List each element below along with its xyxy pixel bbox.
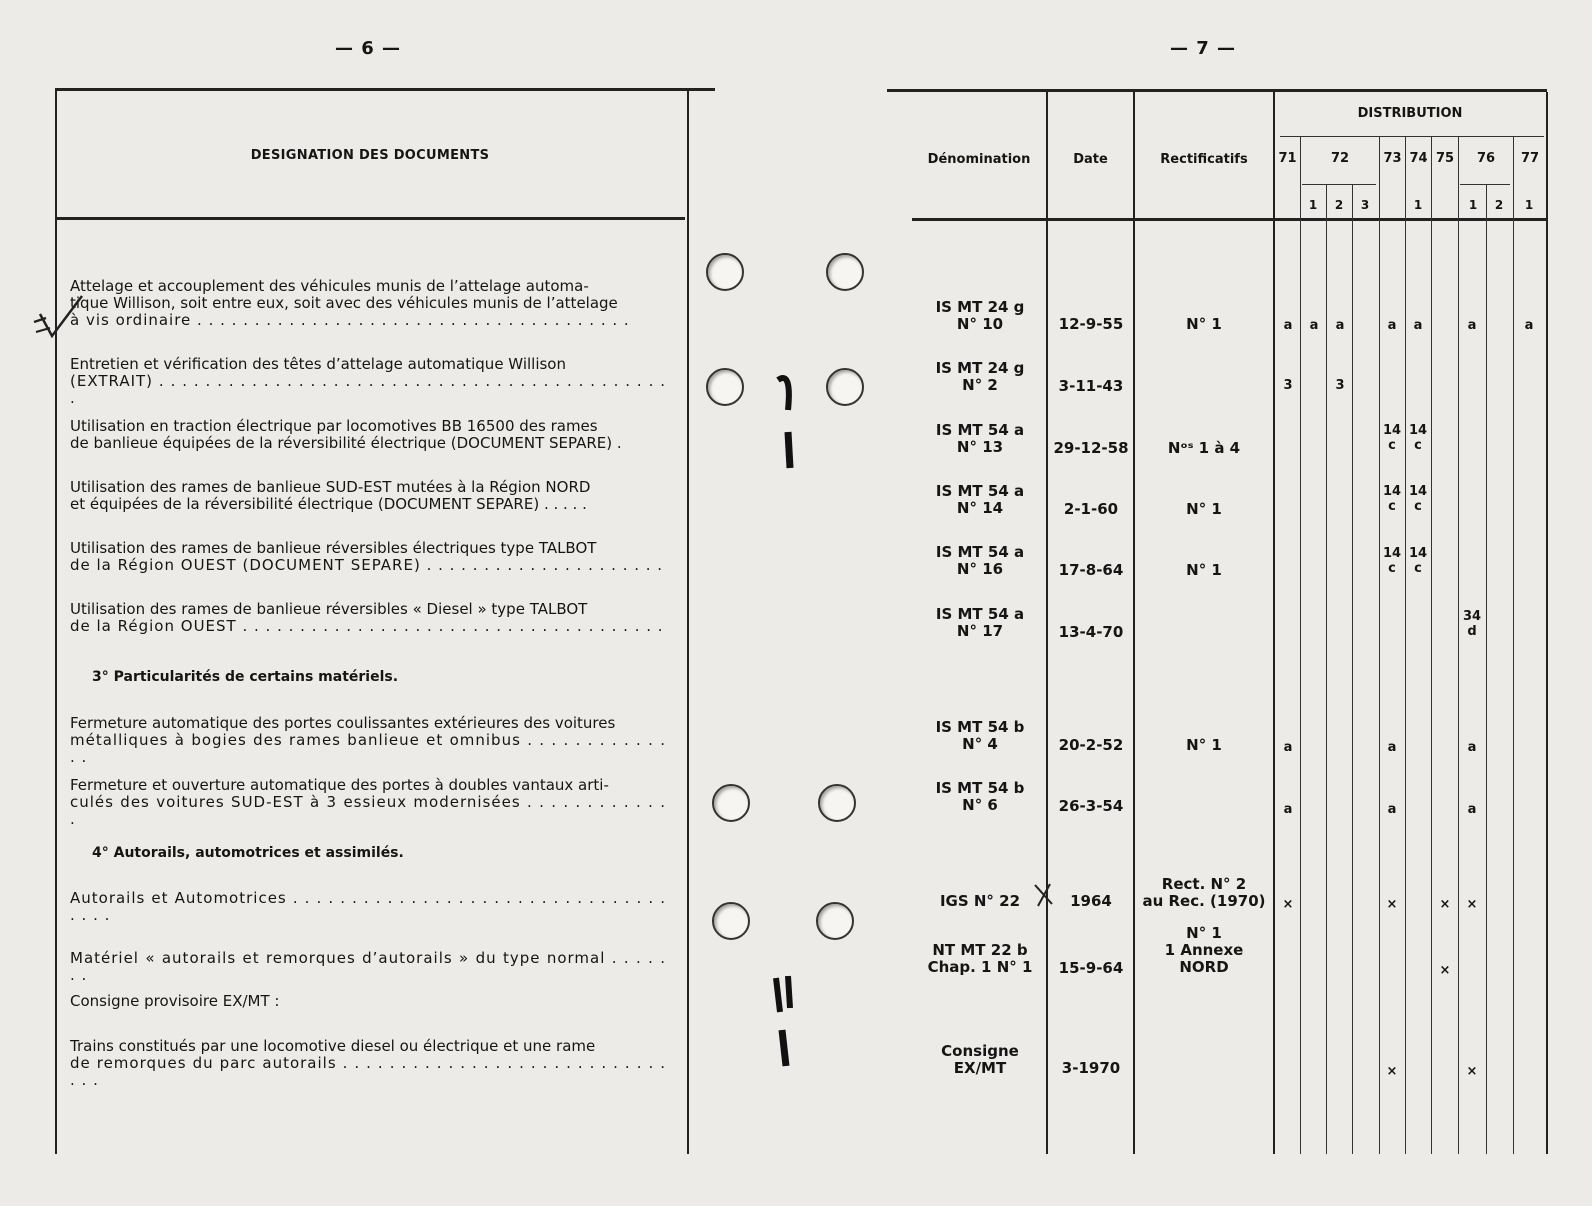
table-row: IS MT 54 a N° 13 [935,421,1025,456]
binder-hole [706,253,744,291]
header-rule [55,217,685,220]
page-number-left: — 6 — [335,38,402,59]
dist-col-75: 75 [1435,151,1455,166]
dist-mark: 3 [1283,378,1293,393]
entry-bb16500: Utilisation en traction électrique par locomotives BB 16500 des rames de banlieue équipées de la réversibilité électrique (DOCUMENT SEPARE) . [70,417,622,452]
table-row: IGS N° 22 [939,892,1021,910]
dist-rule [1302,184,1376,185]
dist-col-73: 73 [1383,151,1402,166]
date-header: Date [1073,152,1108,167]
row-date: 13-4-70 [1058,623,1124,641]
page-number-right: — 7 — [1170,38,1237,59]
dist-divider [1300,136,1301,1154]
entry-talbot-elec: Utilisation des rames de banlieue réversibles électriques type TALBOT de la Région OUEST (DOCUMENT SEPARE) . . . . . . . . . . . . . . . . . . . . . [70,539,664,574]
rectificatifs-header: Rectificatifs [1160,152,1248,167]
dist-rule [1280,136,1544,137]
section-3-heading: 3° Particularités de certains matériels. [92,669,399,685]
dist-mark: a [1524,318,1534,333]
dist-divider [1513,136,1514,1154]
dist-sub-74-1: 1 [1413,198,1423,212]
table-row: Consigne EX/MT [941,1042,1019,1077]
table-row: IS MT 54 a N° 17 [935,605,1025,640]
binder-hole [826,253,864,291]
dist-col-76: 76 [1476,151,1496,166]
dist-mark: a [1335,318,1345,333]
table-row: IS MT 24 g N° 2 [935,359,1025,394]
dist-mark: × [1466,1064,1478,1079]
entry-talbot-diesel: Utilisation des rames de banlieue réversibles « Diesel » type TALBOT de la Région OUEST . . . . . . . . . . . . . . . . . . . . . . . . . . . . . . . . . . . . . [70,600,664,635]
row-date: 1964 [1070,892,1112,910]
dist-mark: × [1439,897,1451,912]
entry-trains: Trains constitués par une locomotive diesel ou électrique et une rame de remorques du parc autorails . . . . . . . . . . . . . . . . . . . . . . . . . . . . . . . [70,1037,666,1089]
dist-mark: × [1282,897,1294,912]
dist-divider [1379,136,1380,1154]
row-date: 3-1970 [1061,1059,1121,1077]
binder-hole [706,368,744,406]
dist-sub-77-1: 1 [1524,198,1534,212]
table-row: IS MT 54 a N° 16 [935,543,1025,578]
row-rect: N° 1 [1186,315,1222,333]
dist-col-77: 77 [1520,151,1540,166]
row-rect: N° 1 [1186,561,1222,579]
dist-sub-72-1: 1 [1308,198,1318,212]
dist-divider [1326,184,1327,1154]
table-row: NT MT 22 b Chap. 1 N° 1 [927,941,1033,976]
row-date: 12-9-55 [1058,315,1124,333]
entry-materiel: Matériel « autorails et remorques d’autorails » du type normal . . . . . . . [70,949,666,984]
dist-divider [1431,136,1432,1154]
dist-divider [1352,184,1353,1154]
dist-col-72: 72 [1330,151,1350,166]
row-rect: N° 1 1 Annexe NORD [1164,924,1244,976]
row-date: 2-1-60 [1063,500,1119,518]
binder-hole [712,902,750,940]
dist-sub-72-2: 2 [1334,198,1344,212]
dist-col-74: 74 [1409,151,1428,166]
handwritten-cross-mark [1032,882,1056,908]
dist-mark: 14 c [1408,546,1428,576]
dist-divider [1486,184,1487,1154]
binding-mark [768,968,808,1078]
binder-hole [816,902,854,940]
entry-consigne: Consigne provisoire EX/MT : [70,992,280,1010]
col-divider [1273,92,1275,1154]
col-divider [1133,92,1135,1154]
dist-rule [1460,184,1510,185]
designation-header: DESIGNATION DES DOCUMENTS [250,148,490,163]
dist-mark: 14 c [1382,546,1402,576]
dist-sub-76-2: 2 [1494,198,1504,212]
table-row: IS MT 24 g N° 10 [935,298,1025,333]
denomination-header: Dénomination [927,152,1031,167]
dist-sub-72-3: 3 [1360,198,1370,212]
dist-mark: a [1467,740,1477,755]
binder-hole [826,368,864,406]
row-date: 17-8-64 [1058,561,1124,579]
dist-mark: a [1283,740,1293,755]
entry-attelage: Attelage et accouplement des véhicules munis de l’attelage automa- tique Willison, soit entre eux, soit avec des véhicules munis de l’attelage à vis ordinaire . . . . . . . . . . . . . . . . . . . . . . . . . . . . . . . . . . . . . . [70,277,630,329]
dist-mark: a [1413,318,1423,333]
row-date: 3-11-43 [1058,377,1124,395]
table-row: IS MT 54 b N° 6 [935,779,1025,814]
col-divider [1546,92,1548,1154]
entry-fermeture-auto: Fermeture automatique des portes coulissantes extérieures des voitures métalliques à bogies des rames banlieue et omnibus . . . . . . . . . . . . . . [70,714,666,766]
entry-fermeture-ouverture: Fermeture et ouverture automatique des portes à doubles vantaux arti- culés des voitures SUD-EST à 3 essieux modernisées . . . . . . . . . . . . . [70,776,666,828]
header-rule-right [912,218,1546,221]
binding-mark [770,370,810,480]
handwritten-check-mark [30,292,90,354]
dist-mark: 3 [1335,378,1345,393]
dist-mark: a [1283,318,1293,333]
entry-entretien: Entretien et vérification des têtes d’attelage automatique Willison (EXTRAIT) . . . . . . . . . . . . . . . . . . . . . . . . . . . . . . . . . . . . . . . . . . . . . [70,355,666,407]
dist-mark: a [1387,318,1397,333]
entry-autorails: Autorails et Automotrices . . . . . . . . . . . . . . . . . . . . . . . . . . . . . . . . . . . . [70,889,666,924]
dist-mark: a [1387,802,1397,817]
dist-mark: 14 c [1408,484,1428,514]
section-4-heading: 4° Autorails, automotrices et assimilés. [92,845,404,861]
dist-mark: a [1467,318,1477,333]
table-row: IS MT 54 b N° 4 [935,718,1025,753]
row-date: 29-12-58 [1053,439,1129,457]
row-rect: N° 1 [1186,736,1222,754]
row-date: 26-3-54 [1058,797,1124,815]
binder-hole [818,784,856,822]
row-date: 20-2-52 [1058,736,1124,754]
dist-mark: 14 c [1382,423,1402,453]
dist-mark: × [1466,897,1478,912]
row-date: 15-9-64 [1058,959,1124,977]
col-divider [1046,92,1048,1154]
dist-sub-76-1: 1 [1468,198,1478,212]
dist-col-71: 71 [1278,151,1297,166]
dist-mark: a [1283,802,1293,817]
dist-divider [1405,136,1406,1154]
dist-mark: a [1309,318,1319,333]
dist-divider [1458,136,1459,1154]
row-rect: Nᵒˢ 1 à 4 [1167,439,1241,457]
dist-mark: 14 c [1382,484,1402,514]
row-rect: N° 1 [1186,500,1222,518]
dist-mark: a [1387,740,1397,755]
binder-hole [712,784,750,822]
table-row: IS MT 54 a N° 14 [935,482,1025,517]
dist-mark: 34 d [1462,609,1482,639]
table-top-rule-right [887,89,1547,92]
dist-mark: 14 c [1408,423,1428,453]
entry-sud-est: Utilisation des rames de banlieue SUD-EST mutées à la Région NORD et équipées de la réversibilité électrique (DOCUMENT SEPARE) . . . . . [70,478,591,513]
dist-mark: × [1439,963,1451,978]
dist-mark: a [1467,802,1477,817]
dist-mark: × [1386,897,1398,912]
distribution-header: DISTRIBUTION [1357,106,1463,121]
row-rect: Rect. N° 2 au Rec. (1970) [1142,875,1266,910]
dist-mark: × [1386,1064,1398,1079]
